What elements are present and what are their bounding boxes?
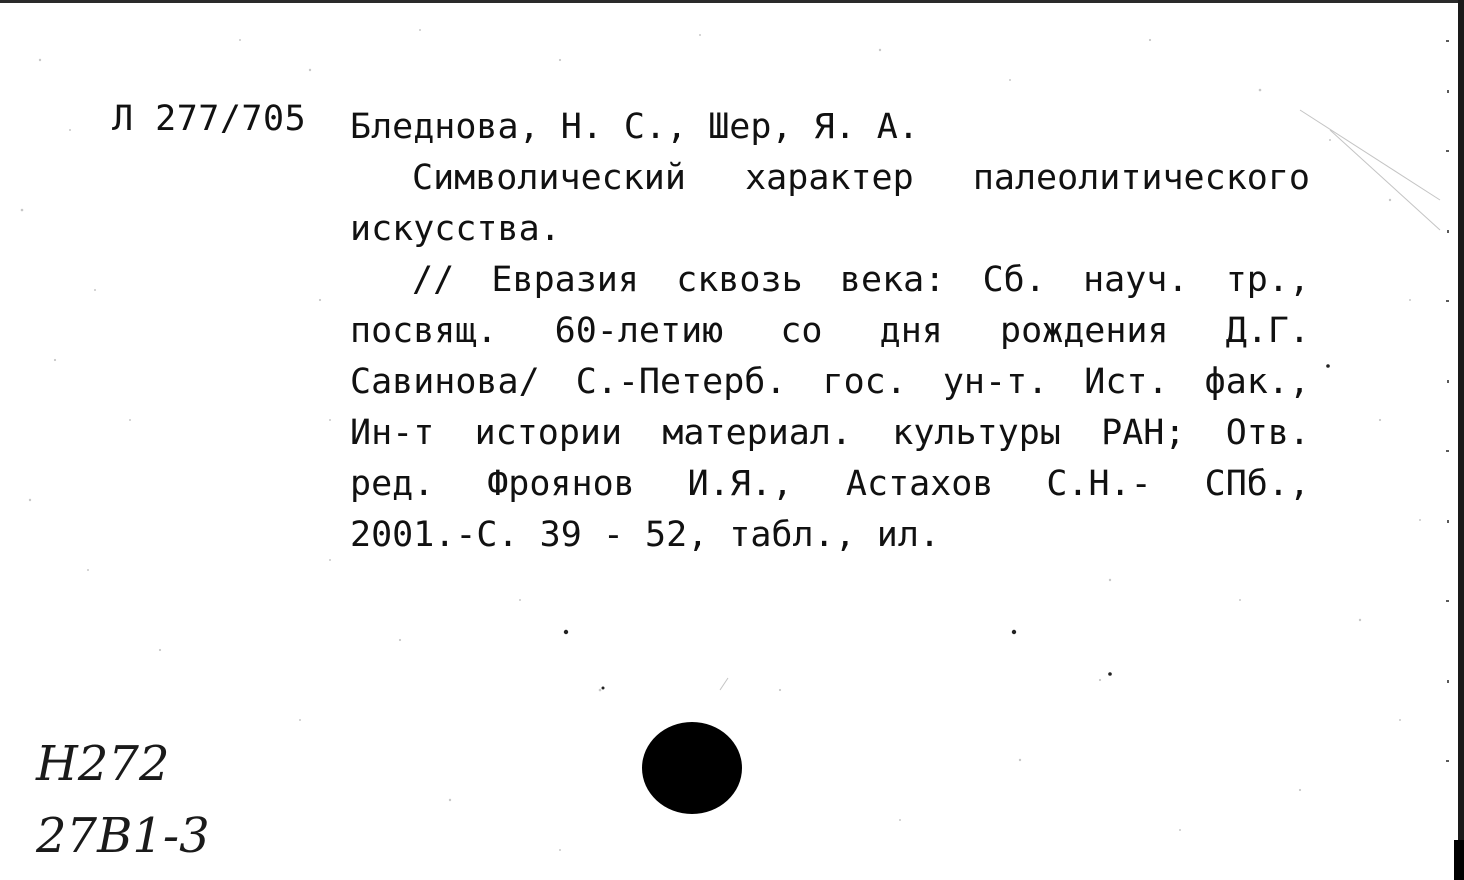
entry-line-pages: 2001.-С. 39 - 52, табл., ил.: [350, 515, 941, 555]
entry-line-institute: Ин-т истории материал. культуры РАН; Отв.: [350, 413, 1310, 453]
entry-line-source: // Евразия сквозь века: Сб. науч. тр.,: [412, 260, 1310, 300]
entry-line-editors: ред. Фроянов И.Я., Астахов С.Н.- СПб.,: [350, 464, 1310, 504]
entry-line-title-cont: искусства.: [350, 209, 561, 249]
handwritten-code-2: 27В1-3: [36, 808, 210, 864]
punch-hole: [642, 722, 742, 814]
entry-line-title: Символический характер палеолитического: [412, 158, 1310, 198]
card-right-edge: [1458, 0, 1464, 880]
card-top-edge: [0, 0, 1464, 3]
card-corner-mark: [1454, 840, 1464, 880]
bibliographic-entry: [350, 102, 1310, 561]
entry-line-authors: Бледнова, Н. С., Шер, Я. А.: [350, 107, 919, 147]
entry-line-publisher: Савинова/ С.-Петерб. гос. ун-т. Ист. фак.,: [350, 362, 1310, 402]
handwritten-code-1: Н272: [36, 736, 170, 792]
shelfmark: Л 277/705: [112, 99, 307, 139]
entry-line-dedication: посвящ. 60-летию со дня рождения Д.Г.: [350, 311, 1310, 351]
